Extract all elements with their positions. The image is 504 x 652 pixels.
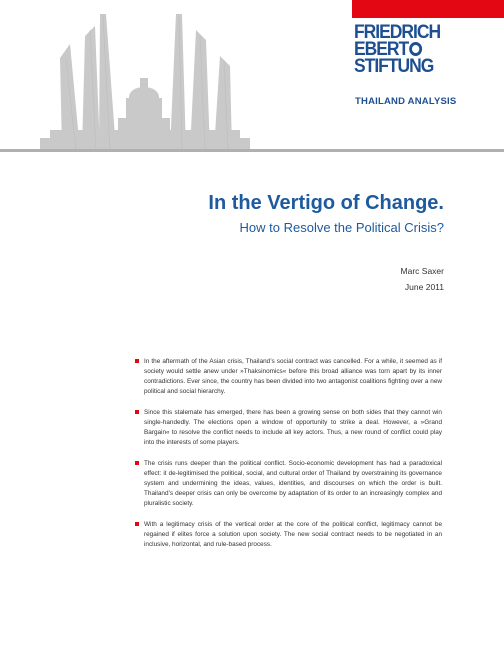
series-label: THAILAND ANALYSIS	[355, 96, 457, 107]
list-item-text: The crisis runs deeper than the political conflict. Socio-economic development has had a paradoxical effect: it de-legitimised the political, social, and cultural order of Thailand by overstraining its governance system and undermining the ideas, values, identities, and discourses on which the order is built. Thailand’s deeper crisis can only be overcome by adaptation of its order to an increasingly complex and pluralistic society.	[144, 460, 442, 507]
publication-date: June 2011	[404, 282, 444, 292]
bullet-square-icon	[135, 461, 139, 465]
logo-line-3: STIFTUNG	[354, 56, 434, 77]
logo-ring-icon	[409, 42, 422, 56]
author-name: Marc Saxer	[400, 266, 444, 276]
bullet-square-icon	[135, 359, 139, 363]
summary-list	[132, 357, 442, 561]
list-item	[132, 459, 442, 509]
list-item	[132, 357, 442, 397]
logo-line-1: FRIEDRICH	[354, 22, 441, 43]
list-item-text: In the aftermath of the Asian crisis, Thailand’s social contract was cancelled. For a while, it seemed as if society would settle anew under »Thaksinomics« before this broad alliance was torn apart by its inner contradictions. Ever since, the country has been divided into two antagonist coalitions fighting over a new political and social hierarchy.	[144, 358, 442, 395]
fes-logo	[354, 24, 494, 75]
document-title: In the Vertigo of Change.	[208, 192, 444, 214]
bullet-square-icon	[135, 410, 139, 414]
logo-line-2: EBERT	[354, 41, 483, 58]
list-item-text: Since this stalemate has emerged, there has been a growing sense on both sides that they cannot win single-handedly. The elections open a window of opportunity to strike a deal. However, a »Grand Bargain« to resolve the conflict needs to include all key actors. Thus, a new round of conflict could play into the interests of some players.	[144, 409, 442, 446]
list-item	[132, 520, 442, 550]
bullet-square-icon	[135, 522, 139, 526]
list-item-text: With a legitimacy crisis of the vertical order at the core of the political conflict, legitimacy cannot be regained if elites force a solution upon society. The new social contract needs to be negotiated in an inclusive, horizontal, and rule-based process.	[144, 521, 442, 548]
list-item	[132, 408, 442, 448]
accent-bar	[352, 0, 504, 18]
document-subtitle: How to Resolve the Political Crisis?	[239, 220, 444, 235]
